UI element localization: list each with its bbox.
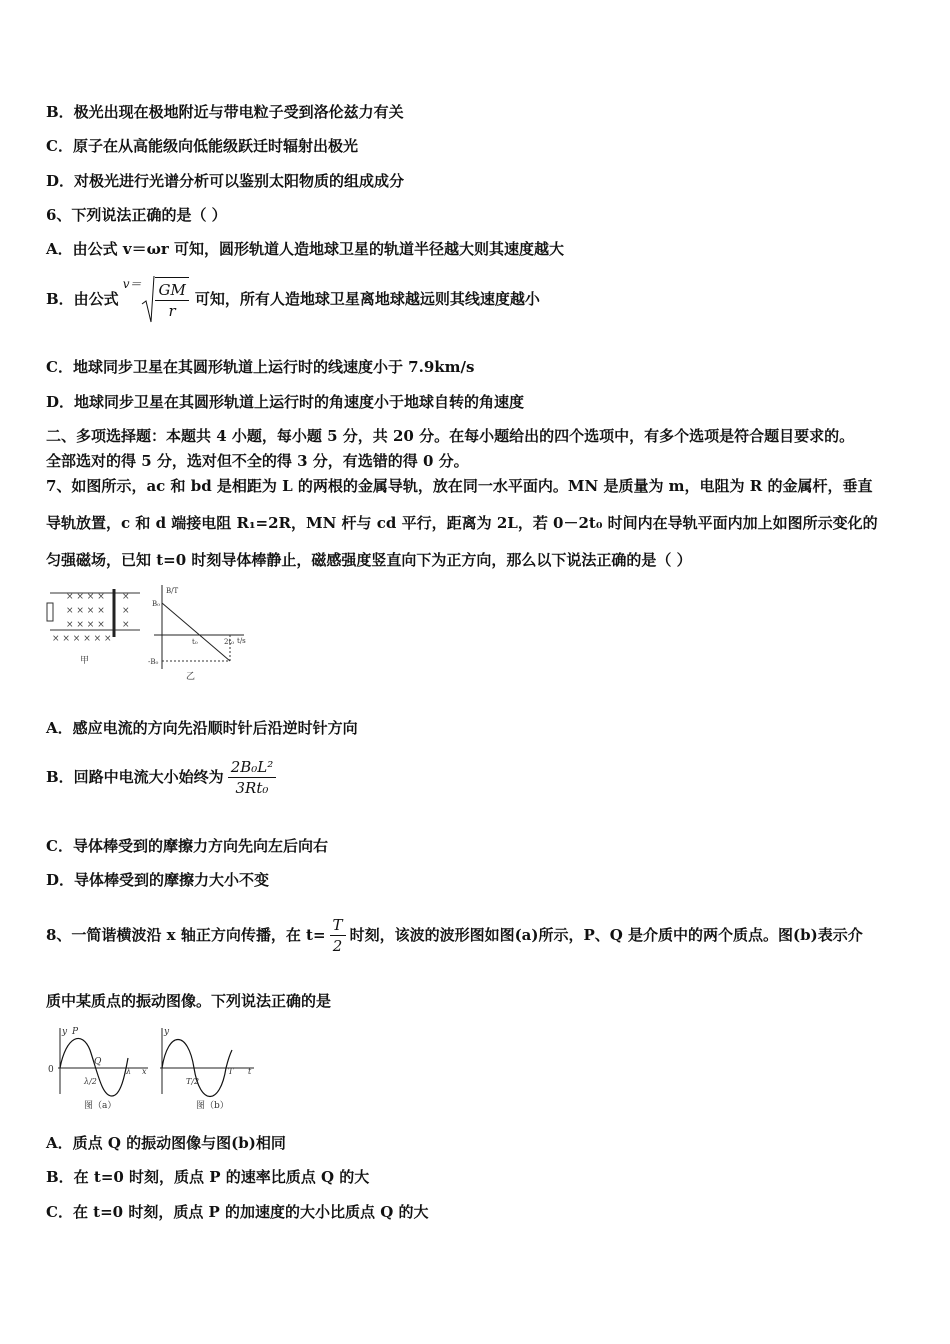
fraction-numerator: T — [330, 915, 346, 936]
q6-option-c: C．地球同步卫星在其圆形轨道上运行时的线速度小于 7.9km/s — [46, 358, 475, 376]
svg-text:×: × — [122, 592, 130, 602]
sqrt-formula — [123, 274, 189, 324]
section2-heading-line2: 全部选对的得 5 分，选对但不全的得 3 分，有选错的得 0 分。 — [46, 452, 469, 470]
q6-stem: 6、下列说法正确的是（ ） — [46, 206, 227, 224]
q7-figure-yi — [148, 585, 246, 682]
q8-figure-a — [48, 1027, 148, 1111]
q7-stem-line1: 7、如图所示，ac 和 bd 是相距为 L 的两根的金属导轨，放在同一水平面内。MN 是质量为 m，电阻为 R 的金属杆，垂直 — [46, 477, 873, 495]
fig-axis-x-label: t/s — [237, 637, 246, 645]
q6-option-b-suffix: 可知，所有人造地球卫星离地球越远则其线速度越小 — [194, 290, 540, 308]
q6-option-b-prefix: B．由公式 — [46, 290, 119, 308]
q7-stem-line3: 匀强磁场，已知 t=0 时刻导体棒静止，磁感强度竖直向下为正方向，那么以下说法正确的是（ ） — [46, 551, 692, 569]
time-fraction — [330, 915, 346, 956]
q8-option-a: A．质点 Q 的振动图像与图(b)相同 — [46, 1134, 286, 1152]
fig-b-period-label: T — [228, 1067, 234, 1076]
q8-option-b: B．在 t=0 时刻，质点 P 的速率比质点 Q 的大 — [46, 1168, 370, 1186]
q7-option-a: A．感应电流的方向先沿顺时针后沿逆时针方向 — [46, 719, 358, 737]
fig-neg-b0-label: -B₀ — [148, 658, 159, 666]
fig-b0-label: B₀ — [152, 600, 160, 608]
fig-a-x-label: x — [142, 1067, 147, 1076]
q7-figure-jia — [47, 589, 140, 666]
svg-text:× × × ×: × × × × — [66, 592, 105, 602]
q8-stem-suffix: 时刻，该波的波形图如图(a)所示，P、Q 是介质中的两个质点。图(b)表示介 — [349, 926, 863, 944]
fraction-numerator: GM — [155, 280, 188, 301]
fig-a-caption: 图（a） — [84, 1101, 117, 1111]
q7-option-b-prefix: B．回路中电流大小始终为 — [46, 768, 224, 786]
current-fraction — [228, 757, 277, 798]
q8-figure — [44, 1024, 264, 1114]
q7-figure — [44, 585, 254, 685]
fig-t0-label: t₀ — [192, 638, 198, 646]
fig-a-lambda-half-label: λ/2 — [84, 1077, 97, 1086]
fraction-denominator: 2 — [332, 936, 343, 955]
fig-b-caption: 图（b） — [196, 1101, 229, 1111]
sqrt-fraction — [155, 277, 188, 321]
q6-option-d: D．地球同步卫星在其圆形轨道上运行时的角速度小于地球自转的角速度 — [46, 393, 525, 411]
fig-a-y-label: y — [62, 1027, 68, 1037]
q7-option-c: C．导体棒受到的摩擦力方向先向左后向右 — [46, 837, 328, 855]
q5-option-b: B．极光出现在极地附近与带电粒子受到洛伦兹力有关 — [46, 103, 404, 121]
fig-2t0-label: 2t₀ — [224, 638, 235, 646]
fig-a-q-label: Q — [94, 1057, 102, 1067]
fraction-denominator: r — [168, 302, 176, 320]
q8-stem-line2: 质中某质点的振动图像。下列说法正确的是 — [46, 992, 332, 1010]
q8-stem-line1 — [46, 905, 863, 965]
svg-text:×: × — [122, 620, 130, 630]
fig-b-y-label: y — [164, 1027, 170, 1037]
q7-option-b — [46, 752, 280, 802]
fig-b-t-label: t — [248, 1067, 252, 1076]
svg-text:×: × — [122, 606, 130, 616]
svg-text:× × × ×: × × × × — [66, 606, 105, 616]
q5-option-d: D．对极光进行光谱分析可以鉴别太阳物质的组成成分 — [46, 172, 405, 190]
q7-stem-line2: 导轨放置，c 和 d 端接电阻 R₁=2R，MN 杆与 cd 平行，距离为 2L，若 0－2t₀ 时间内在导轨平面内加上如图所示变化的 — [46, 514, 878, 532]
q7-option-d: D．导体棒受到的摩擦力大小不变 — [46, 871, 270, 889]
fig-yi-label: 乙 — [186, 672, 196, 682]
fig-a-lambda-label: λ — [126, 1067, 132, 1076]
fig-a-p-label: P — [72, 1027, 79, 1037]
fig-jia-label: 甲 — [80, 656, 90, 666]
q5-option-c: C．原子在从高能级向低能级跃迁时辐射出极光 — [46, 137, 358, 155]
fig-a-zero-label: 0 — [48, 1065, 54, 1075]
fraction-denominator: 3Rt₀ — [235, 778, 269, 797]
formula-v: v＝ — [122, 277, 142, 291]
svg-text:× × × ×: × × × × — [66, 620, 105, 630]
q8-stem-prefix: 8、一简谐横波沿 x 轴正方向传播，在 t= — [46, 926, 326, 944]
sqrt-sign-icon — [141, 274, 155, 324]
q8-option-c: C．在 t=0 时刻，质点 P 的加速度的大小比质点 Q 的大 — [46, 1203, 429, 1221]
fig-b-t-half-label: T/2 — [186, 1077, 200, 1086]
section2-heading-line1: 二、多项选择题：本题共 4 小题，每小题 5 分，共 20 分。在每小题给出的四个选项中，有多个选项是符合题目要求的。 — [46, 427, 855, 445]
fig-axis-y-label: B/T — [166, 587, 179, 595]
q6-option-a: A．由公式 v＝ωr 可知，圆形轨道人造地球卫星的轨道半径越大则其速度越大 — [46, 240, 564, 258]
fraction-numerator: 2B₀L² — [228, 757, 277, 778]
q6-option-b — [46, 274, 540, 324]
q8-figure-b — [160, 1027, 254, 1111]
svg-text:× × × × × ×: × × × × × × — [52, 634, 112, 644]
